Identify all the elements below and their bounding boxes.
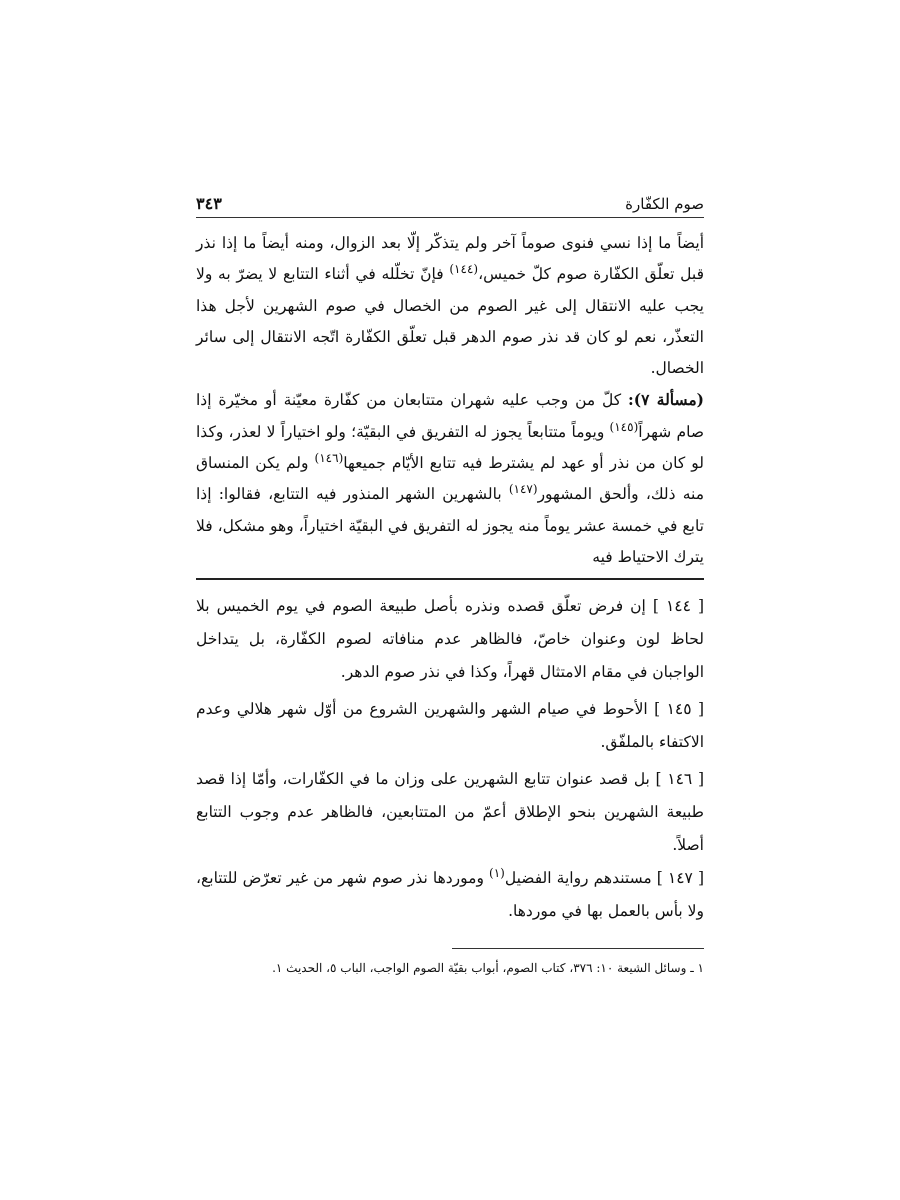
masala-text-a: كلّ من وجب عليه شهران متتابعان من كفّارة معيّنة أو مخيّرة إذا صام شهراً [196,391,704,441]
footnote-marker-146[interactable]: (١٤٦) [314,450,344,465]
footnote-marker-144[interactable]: (١٤٤) [449,262,479,277]
footnote-146: [ ١٤٦ ] بل قصد عنوان تتابع الشهرين على وزان ما في الكفّارات، وأمّا إذا قصد طبيعة الشهرين بنحو الإطلاق أعمّ من المتتابعين، فالظاهر عدم وجوب التتابع أصلاً. [196,770,704,854]
footnote-145: [ ١٤٥ ] الأحوط في صيام الشهر والشهرين الشروع من أوّل شهر هلالي وعدم الاكتفاء بالملفّق. [196,700,704,751]
footnote-147-text-b: وموردها نذر صوم شهر من غير تعرّض للتتابع، ولا بأس بالعمل بها في موردها. [196,869,704,920]
header-title: صوم الكفّارة [625,195,704,213]
paragraph-1-text-b: فإنّ تخلّله في أثناء التتابع لا يضرّ به ولا يجب عليه الانتقال إلى غير الصوم من الخصال في صوم الشهرين لأجل هذا التعذّر، نعم لو كان قد نذر صوم الدهر قبل تعلّق الكفّارة اتّجه الانتقال إلى سائر الخصال. [196,265,704,378]
footnote-147-text-a: [ ١٤٧ ] مستندهم رواية الفضيل [504,869,704,887]
paragraph-1-text-a: أيضاً ما إذا نسي فنوى صوماً آخر ولم يتذكّر إلّا بعد الزوال، ومنه أيضاً ما إذا نذر قبل تعلّق الكفّارة صوم كلّ خميس، [196,234,705,284]
masala-label: (مسألة ٧): [628,390,704,410]
masala-text-b: ويوماً متتابعاً يجوز له التفريق في البقيّة؛ ولو اختياراً لا لعذر، وكذا لو كان من نذر أو عهد لم يشترط فيه تتابع الأيّام جميعها [196,422,704,473]
page-number: ٣٤٣ [196,194,222,213]
reference-separator [452,948,704,949]
footnote-separator [196,578,704,580]
footnote-147 [196,862,704,928]
footnotes [196,590,704,928]
running-header [196,187,704,218]
footnote-marker-145[interactable]: (١٤٥) [609,419,639,434]
footnote-144: [ ١٤٤ ] إن فرض تعلّق قصده ونذره بأصل طبيعة الصوم في يوم الخميس بلا لحاظ لون وعنوان خاصّ، فالظاهر عدم منافاته لصوم الكفّارة، بل يتداخل الواجبان في مقام الامتثال قهراً، وكذا في نذر صوم الدهر. [196,597,704,681]
masala-text-c: ولم يكن المنساق منه ذلك، وألحق المشهور [196,454,704,504]
footnote-marker-147[interactable]: (١٤٧) [508,482,538,497]
masala-text-d: بالشهرين الشهر المنذور فيه التتابع، فقالوا: إذا تابع في خمسة عشر يوماً منه يجوز له التفريق في البقيّة اختياراً، وهو مشكل، فلا يترك الاحتياط فيه [196,485,704,566]
reference-marker-1[interactable]: (١) [489,865,505,880]
paragraph-1 [196,228,704,384]
source-reference: ١ ـ وسائل الشيعة ١٠: ٣٧٦، كتاب الصوم، أبواب بقيّة الصوم الواجب، الباب ٥، الحديث ١. [272,961,704,975]
paragraph-masala-7 [196,384,704,573]
main-text [196,228,704,573]
